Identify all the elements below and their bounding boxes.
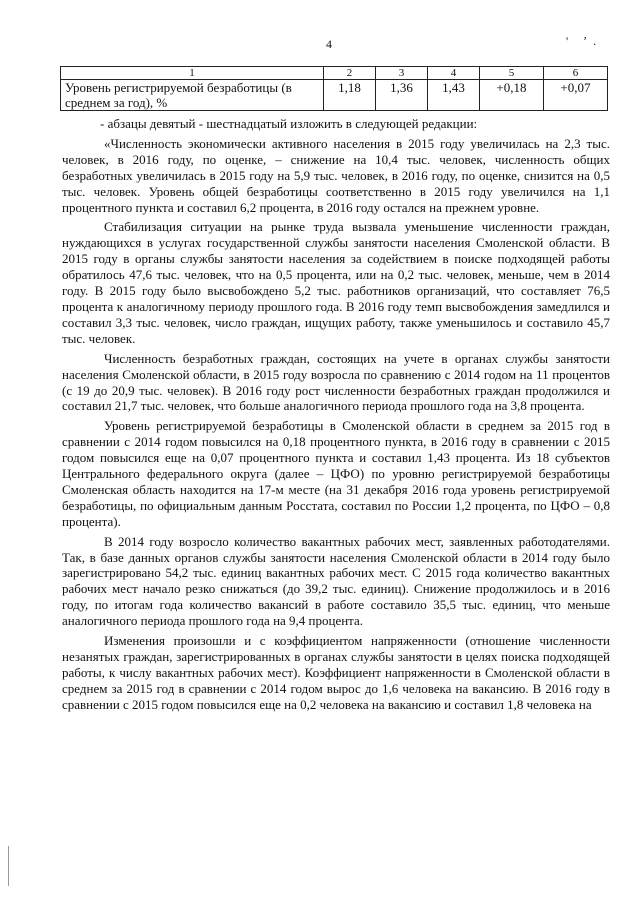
page-number: 4 — [326, 37, 332, 51]
paragraph: Изменения произошли и с коэффициентом напряженности (отношение численности незанятых граждан, зарегистрированных в органах службы занятости в целях поиска подходящей работы, к числу вакантных рабочих мест). Коэффициент напряженности в Смоленской области в среднем за 2015 год в сравнении с 2014 годом вырос до 1,6 человека на вакансию. В 2016 году в сравнении с 2015 годом повысился еще на 0,2 человека на вакансию и составил 1,8 человека на — [62, 633, 610, 712]
scan-edge-mark — [8, 846, 9, 886]
column-number: 4 — [427, 67, 479, 80]
column-number: 2 — [324, 67, 376, 80]
table-row — [61, 80, 608, 111]
paragraph: В 2014 году возросло количество вакантных рабочих мест, заявленных работодателями. Так, в базе данных органов службы занятости населения Смоленской области в 2014 году было зарегистрировано 54,2 тыс. единиц вакантных рабочих мест. С 2015 года количество вакантных рабочих мест начало резко снижаться (до 39,2 тыс. единиц). Снижение продолжилось и в 2016 году, по итогам года количество вакансий в работе составило 35,5 тыс. единиц, что меньше аналогичного периода прошлого года на 9,4 процента. — [62, 533, 610, 629]
row-label: Уровень регистрируемой безработицы (в среднем за год), % — [61, 80, 324, 111]
value-change-2: +0,07 — [543, 80, 607, 111]
table-header-row — [61, 67, 608, 80]
paragraph: Численность безработных граждан, состоящих на учете в органах службы занятости населения Смоленской области, в 2015 году возросла по сравнению с 2014 годом на 11 процентов (с 19 до 20,9 тыс. человек). В 2016 году рост численности безработных граждан продолжился и составил 21,7 тыс. человек, что больше аналогичного периода прошлого года на 3,8 процента. — [62, 350, 610, 414]
paragraph: Стабилизация ситуации на рынке труда вызвала уменьшение численности граждан, нуждающихся в услугах государственной службы занятости населения Смоленской области. В 2015 году в органы службы занятости населения за содействием в поиске подходящей работы обратилось 47,6 тыс. человек, что на 0,5 процента, или на 0,2 тыс. человек, меньше, чем в 2014 году. В 2015 году было высвобождено 5,2 тыс. работников организаций, что составляет 76,5 процента к аналогичному периоду прошлого года. В 2016 году темп высвобождения замедлился и составил 3,3 тыс. человек, число граждан, ищущих работу, также уменьшилось и составило 45,7 тыс. человек. — [62, 219, 610, 346]
value-change-1: +0,18 — [479, 80, 543, 111]
value-2016: 1,43 — [427, 80, 479, 111]
column-number: 3 — [375, 67, 427, 80]
lead-paragraph: - абзацы девятый - шестнадцатый изложить в следующей редакции: — [100, 116, 478, 131]
indicator-table — [60, 66, 608, 111]
value-2014: 1,18 — [324, 80, 376, 111]
value-2015: 1,36 — [375, 80, 427, 111]
body-text — [62, 116, 610, 713]
paragraph: «Численность экономически активного населения в 2015 году увеличилась на 2,3 тыс. человек, в 2016 году, по оценке, – снижение на 10,4 тыс. человек, численность общих безработных увеличилась в 2015 году на 5,9 тыс. человек, в 2016 году, по оценке, снизится на 0,5 тыс. человек. Уровень общей безработицы соответственно в 2015 году увеличился на 1,1 процентного пункта и составил 6,2 процента, в 2016 году остался на прежнем уровне. — [62, 135, 610, 215]
paragraph: Уровень регистрируемой безработицы в Смоленской области в среднем за 2015 год в сравнении с 2014 годом повысился на 0,18 процентного пункта, в 2016 году в сравнении с 2015 годом повысился еще на 0,07 процентного пункта и составил 1,43 процента. Из 18 субъектов Центрального федерального округа (далее – ЦФО) по уровню регистрируемой безработицы Смоленская область находится на 17-м месте (на 31 декабря 2016 года уровень регистрируемой безработицы, по официальным данным Росстата, составил по России 1,2 процента, по ЦФО – 0,8 процента). — [62, 418, 610, 529]
column-number: 5 — [479, 67, 543, 80]
corner-marks: ' ʼ. — [566, 34, 603, 48]
column-number: 1 — [61, 67, 324, 80]
column-number: 6 — [543, 67, 607, 80]
